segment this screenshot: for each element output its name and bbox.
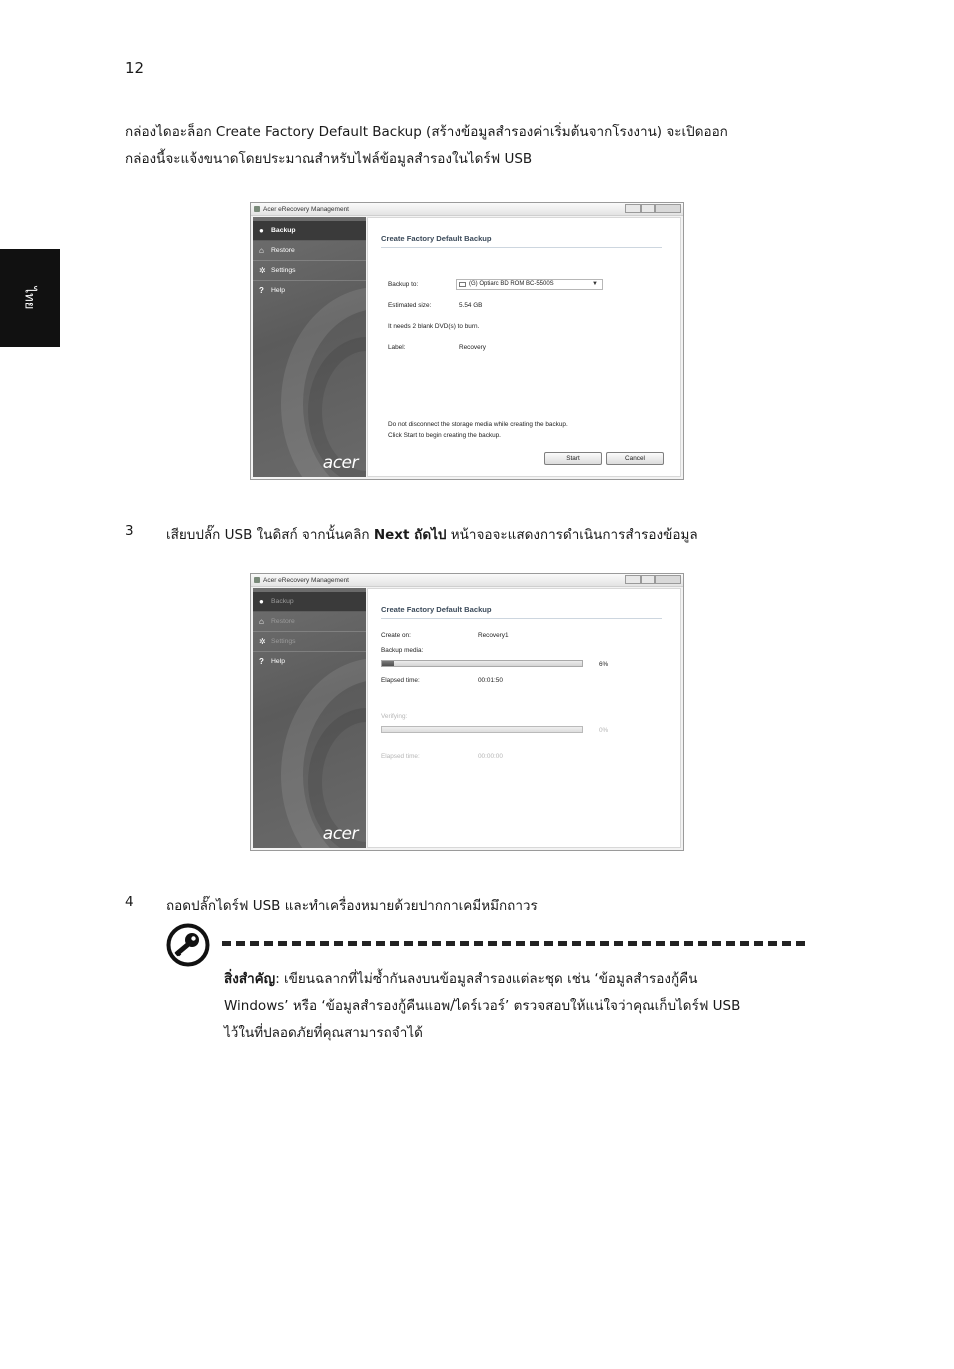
window-controls bbox=[625, 204, 681, 214]
help-icon: ? bbox=[259, 657, 264, 666]
heading-divider bbox=[381, 247, 662, 248]
intro-line-2: กล่องนี้จะแจ้งขนาดโดยประมาณสำหรับไฟล์ข้อมูลสำรองในไดร์ฟ USB bbox=[125, 151, 533, 167]
maximize-button[interactable] bbox=[641, 575, 655, 584]
content-panel bbox=[367, 217, 681, 477]
close-button[interactable] bbox=[655, 575, 681, 584]
sidebar-item-label: Help bbox=[271, 287, 285, 294]
gear-icon: ✲ bbox=[259, 266, 266, 275]
screenshot-backup-dialog bbox=[250, 202, 684, 480]
step-3-number: 3 bbox=[125, 523, 134, 539]
sidebar-item-label: Backup bbox=[271, 598, 294, 605]
drive-icon bbox=[459, 282, 466, 287]
step-4-number: 4 bbox=[125, 894, 134, 910]
backup-progress-bar bbox=[381, 660, 583, 667]
create-on-label: Create on: bbox=[381, 632, 411, 639]
verify-percent: 0% bbox=[599, 727, 609, 734]
window-title: Acer eRecovery Management bbox=[263, 577, 349, 584]
sidebar-item-label: Backup bbox=[271, 227, 296, 234]
important-note bbox=[224, 966, 804, 1047]
backup-percent: 6% bbox=[599, 661, 609, 668]
gear-icon: ✲ bbox=[259, 637, 266, 646]
backup-to-label: Backup to: bbox=[388, 281, 419, 288]
disc-icon: ● bbox=[259, 226, 264, 235]
dialog-heading: Create Factory Default Backup bbox=[381, 605, 492, 614]
sidebar-item-settings[interactable] bbox=[253, 261, 366, 281]
backup-to-value: (G) Optiarc BD ROM BC-5500S bbox=[469, 281, 554, 287]
label-label: Label: bbox=[388, 344, 406, 351]
sidebar-item-restore[interactable] bbox=[253, 612, 366, 632]
acer-logo: acer bbox=[322, 453, 358, 473]
step-3-next-label: Next ถัดไป bbox=[373, 527, 447, 543]
backup-to-select[interactable] bbox=[456, 279, 603, 290]
sidebar-item-help[interactable] bbox=[253, 281, 366, 301]
instruction-text: Click Start to begin creating the backup. bbox=[388, 432, 501, 439]
estimated-size-label: Estimated size: bbox=[388, 302, 432, 309]
sidebar-item-label: Help bbox=[271, 658, 285, 665]
sidebar-item-help[interactable] bbox=[253, 652, 366, 672]
step-3-text bbox=[166, 523, 698, 545]
window-titlebar bbox=[251, 574, 683, 587]
minimize-button[interactable] bbox=[625, 575, 641, 584]
acer-logo: acer bbox=[322, 824, 358, 844]
step-3-text-a: เสียบปลั๊ก USB ในดิสก์ จากนั้นคลิก bbox=[166, 527, 374, 543]
window-controls bbox=[625, 575, 681, 585]
page-number: 12 bbox=[125, 59, 145, 77]
backup-media-label: Backup media: bbox=[381, 647, 424, 654]
note-line-1 bbox=[224, 966, 804, 993]
app-icon bbox=[254, 577, 260, 583]
dvd-requirement: It needs 2 blank DVD(s) to burn. bbox=[388, 323, 480, 330]
sidebar-item-backup[interactable] bbox=[253, 592, 366, 612]
create-on-value: Recovery1 bbox=[478, 632, 509, 639]
label-value: Recovery bbox=[459, 344, 486, 351]
sidebar-item-restore[interactable] bbox=[253, 241, 366, 261]
content-panel bbox=[367, 588, 681, 848]
elapsed-time-2-label: Elapsed time: bbox=[381, 753, 420, 760]
elapsed-time-label: Elapsed time: bbox=[381, 677, 420, 684]
window-titlebar bbox=[251, 203, 683, 216]
sidebar-item-label: Restore bbox=[271, 618, 295, 625]
elapsed-time-2-value: 00:00:00 bbox=[478, 753, 503, 760]
intro-paragraph bbox=[125, 119, 728, 173]
step-4-text: ถอดปลั๊กไดร์ฟ USB และทำเครื่องหมายด้วยปากกาเคมีหมึกถาวร bbox=[166, 898, 538, 914]
sidebar bbox=[253, 588, 366, 848]
note-line-1-text: : เขียนฉลากที่ไม่ซ้ำกันลงบนข้อมูลสำรองแต่ละชุด เช่น ‘ข้อมูลสำรองกู้คืน bbox=[275, 971, 698, 987]
language-tab-label: ไทย bbox=[21, 286, 37, 310]
estimated-size-value: 5.54 GB bbox=[459, 302, 483, 309]
cancel-button[interactable]: Cancel bbox=[606, 452, 664, 465]
close-button[interactable] bbox=[655, 204, 681, 213]
step-3-text-b: หน้าจอจะแสดงการดำเนินการสำรองข้อมูล bbox=[446, 527, 698, 543]
sidebar bbox=[253, 217, 366, 477]
note-line-2: Windows’ หรือ ‘ข้อมูลสำรองกู้คืนแอพ/ไดร์เวอร์’ ตรวจสอบให้แน่ใจว่าคุณเก็บไดร์ฟ USB bbox=[224, 998, 741, 1014]
help-icon: ? bbox=[259, 286, 264, 295]
important-key-icon bbox=[166, 923, 210, 967]
elapsed-time-value: 00:01:50 bbox=[478, 677, 503, 684]
note-line-3: ไว้ในที่ปลอดภัยที่คุณสามารถจำได้ bbox=[224, 1025, 423, 1041]
app-icon bbox=[254, 206, 260, 212]
sidebar-item-backup[interactable] bbox=[253, 221, 366, 241]
screenshot-backup-progress bbox=[250, 573, 684, 851]
verify-progress-bar bbox=[381, 726, 583, 733]
note-title: สิ่งสำคัญ bbox=[224, 971, 276, 987]
disc-icon: ● bbox=[259, 597, 264, 606]
sidebar-item-label: Settings bbox=[271, 638, 296, 645]
dialog-heading: Create Factory Default Backup bbox=[381, 234, 492, 243]
warning-text: Do not disconnect the storage media while creating the backup. bbox=[388, 421, 568, 428]
maximize-button[interactable] bbox=[641, 204, 655, 213]
note-divider bbox=[222, 941, 806, 946]
heading-divider bbox=[381, 618, 662, 619]
chevron-down-icon: ▼ bbox=[592, 281, 598, 287]
restore-icon: ⌂ bbox=[259, 617, 264, 626]
start-button[interactable]: Start bbox=[544, 452, 602, 465]
backup-progress-fill bbox=[382, 661, 394, 666]
minimize-button[interactable] bbox=[625, 204, 641, 213]
sidebar-item-label: Settings bbox=[271, 267, 296, 274]
sidebar-item-label: Restore bbox=[271, 247, 295, 254]
restore-icon: ⌂ bbox=[259, 246, 264, 255]
sidebar-item-settings[interactable] bbox=[253, 632, 366, 652]
language-tab bbox=[0, 249, 60, 347]
verifying-label: Verifying: bbox=[381, 713, 408, 720]
window-title: Acer eRecovery Management bbox=[263, 206, 349, 213]
intro-line-1: กล่องไดอะล็อก Create Factory Default Backup (สร้างข้อมูลสำรองค่าเริ่มต้นจากโรงงาน) จะเปิดออก bbox=[125, 124, 728, 140]
